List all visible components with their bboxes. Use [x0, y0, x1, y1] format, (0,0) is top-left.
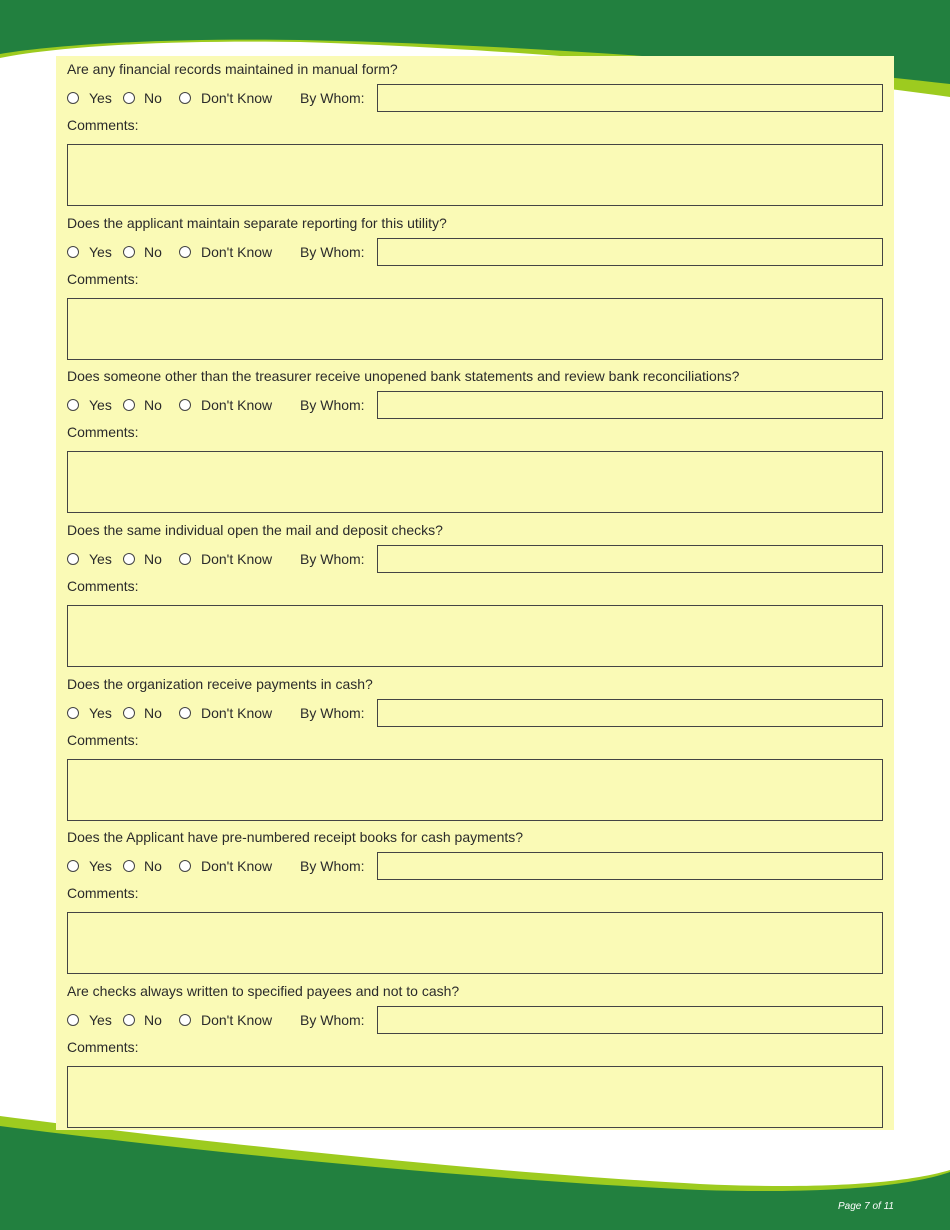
question-text: Does the same individual open the mail and deposit checks? [67, 522, 443, 538]
dont-know-label: Don't Know [201, 1012, 273, 1028]
question-text: Does the Applicant have pre-numbered receipt books for cash payments? [67, 829, 524, 845]
dont-know-radio[interactable] [179, 553, 191, 565]
dont-know-label: Don't Know [201, 705, 273, 721]
yes-label: Yes [89, 1012, 112, 1028]
no-label: No [144, 244, 162, 260]
dont-know-label: Don't Know [201, 244, 273, 260]
dont-know-label: Don't Know [201, 397, 273, 413]
dont-know-radio[interactable] [179, 399, 191, 411]
question-block-5 [67, 671, 883, 825]
question-text: Are checks always written to specified payees and not to cash? [67, 983, 460, 999]
by-whom-input[interactable] [377, 1006, 883, 1034]
question-block-2 [67, 210, 883, 364]
by-whom-label: By Whom: [300, 244, 365, 260]
no-radio[interactable] [123, 553, 135, 565]
question-block-4 [67, 517, 883, 671]
no-label: No [144, 705, 162, 721]
dont-know-radio[interactable] [179, 707, 191, 719]
no-radio[interactable] [123, 860, 135, 872]
comments-label: Comments: [67, 578, 139, 594]
comments-textarea[interactable] [67, 912, 883, 974]
no-label: No [144, 90, 162, 106]
yes-radio[interactable] [67, 399, 79, 411]
form-area [56, 56, 894, 1130]
no-label: No [144, 1012, 162, 1028]
yes-radio[interactable] [67, 246, 79, 258]
by-whom-input[interactable] [377, 699, 883, 727]
question-text: Are any financial records maintained in manual form? [67, 61, 398, 77]
comments-label: Comments: [67, 885, 139, 901]
yes-radio[interactable] [67, 1014, 79, 1026]
question-block-7 [67, 978, 883, 1132]
by-whom-label: By Whom: [300, 858, 365, 874]
by-whom-input[interactable] [377, 545, 883, 573]
dont-know-label: Don't Know [201, 551, 273, 567]
no-radio[interactable] [123, 246, 135, 258]
no-label: No [144, 858, 162, 874]
question-text: Does someone other than the treasurer receive unopened bank statements and review bank reconciliations? [67, 368, 740, 384]
comments-textarea[interactable] [67, 298, 883, 360]
no-radio[interactable] [123, 92, 135, 104]
no-radio[interactable] [123, 1014, 135, 1026]
page-number: Page 7 of 11 [838, 1201, 894, 1212]
comments-textarea[interactable] [67, 1066, 883, 1128]
comments-textarea[interactable] [67, 605, 883, 667]
comments-label: Comments: [67, 1039, 139, 1055]
yes-radio[interactable] [67, 860, 79, 872]
dont-know-radio[interactable] [179, 246, 191, 258]
no-label: No [144, 551, 162, 567]
dont-know-radio[interactable] [179, 92, 191, 104]
question-text: Does the applicant maintain separate reporting for this utility? [67, 215, 447, 231]
by-whom-input[interactable] [377, 852, 883, 880]
comments-label: Comments: [67, 117, 139, 133]
no-radio[interactable] [123, 707, 135, 719]
yes-label: Yes [89, 551, 112, 567]
comments-label: Comments: [67, 732, 139, 748]
question-block-6 [67, 824, 883, 978]
yes-label: Yes [89, 858, 112, 874]
yes-label: Yes [89, 244, 112, 260]
comments-textarea[interactable] [67, 144, 883, 206]
comments-label: Comments: [67, 271, 139, 287]
comments-textarea[interactable] [67, 451, 883, 513]
yes-radio[interactable] [67, 553, 79, 565]
dont-know-radio[interactable] [179, 1014, 191, 1026]
comments-textarea[interactable] [67, 759, 883, 821]
no-label: No [144, 397, 162, 413]
by-whom-label: By Whom: [300, 551, 365, 567]
yes-radio[interactable] [67, 92, 79, 104]
by-whom-input[interactable] [377, 238, 883, 266]
by-whom-label: By Whom: [300, 705, 365, 721]
dont-know-radio[interactable] [179, 860, 191, 872]
yes-radio[interactable] [67, 707, 79, 719]
yes-label: Yes [89, 397, 112, 413]
dont-know-label: Don't Know [201, 90, 273, 106]
by-whom-label: By Whom: [300, 397, 365, 413]
by-whom-label: By Whom: [300, 90, 365, 106]
question-block-3 [67, 363, 883, 517]
by-whom-input[interactable] [377, 84, 883, 112]
question-block-1 [67, 56, 883, 210]
no-radio[interactable] [123, 399, 135, 411]
yes-label: Yes [89, 705, 112, 721]
dont-know-label: Don't Know [201, 858, 273, 874]
comments-label: Comments: [67, 424, 139, 440]
by-whom-input[interactable] [377, 391, 883, 419]
question-text: Does the organization receive payments in cash? [67, 676, 373, 692]
yes-label: Yes [89, 90, 112, 106]
by-whom-label: By Whom: [300, 1012, 365, 1028]
